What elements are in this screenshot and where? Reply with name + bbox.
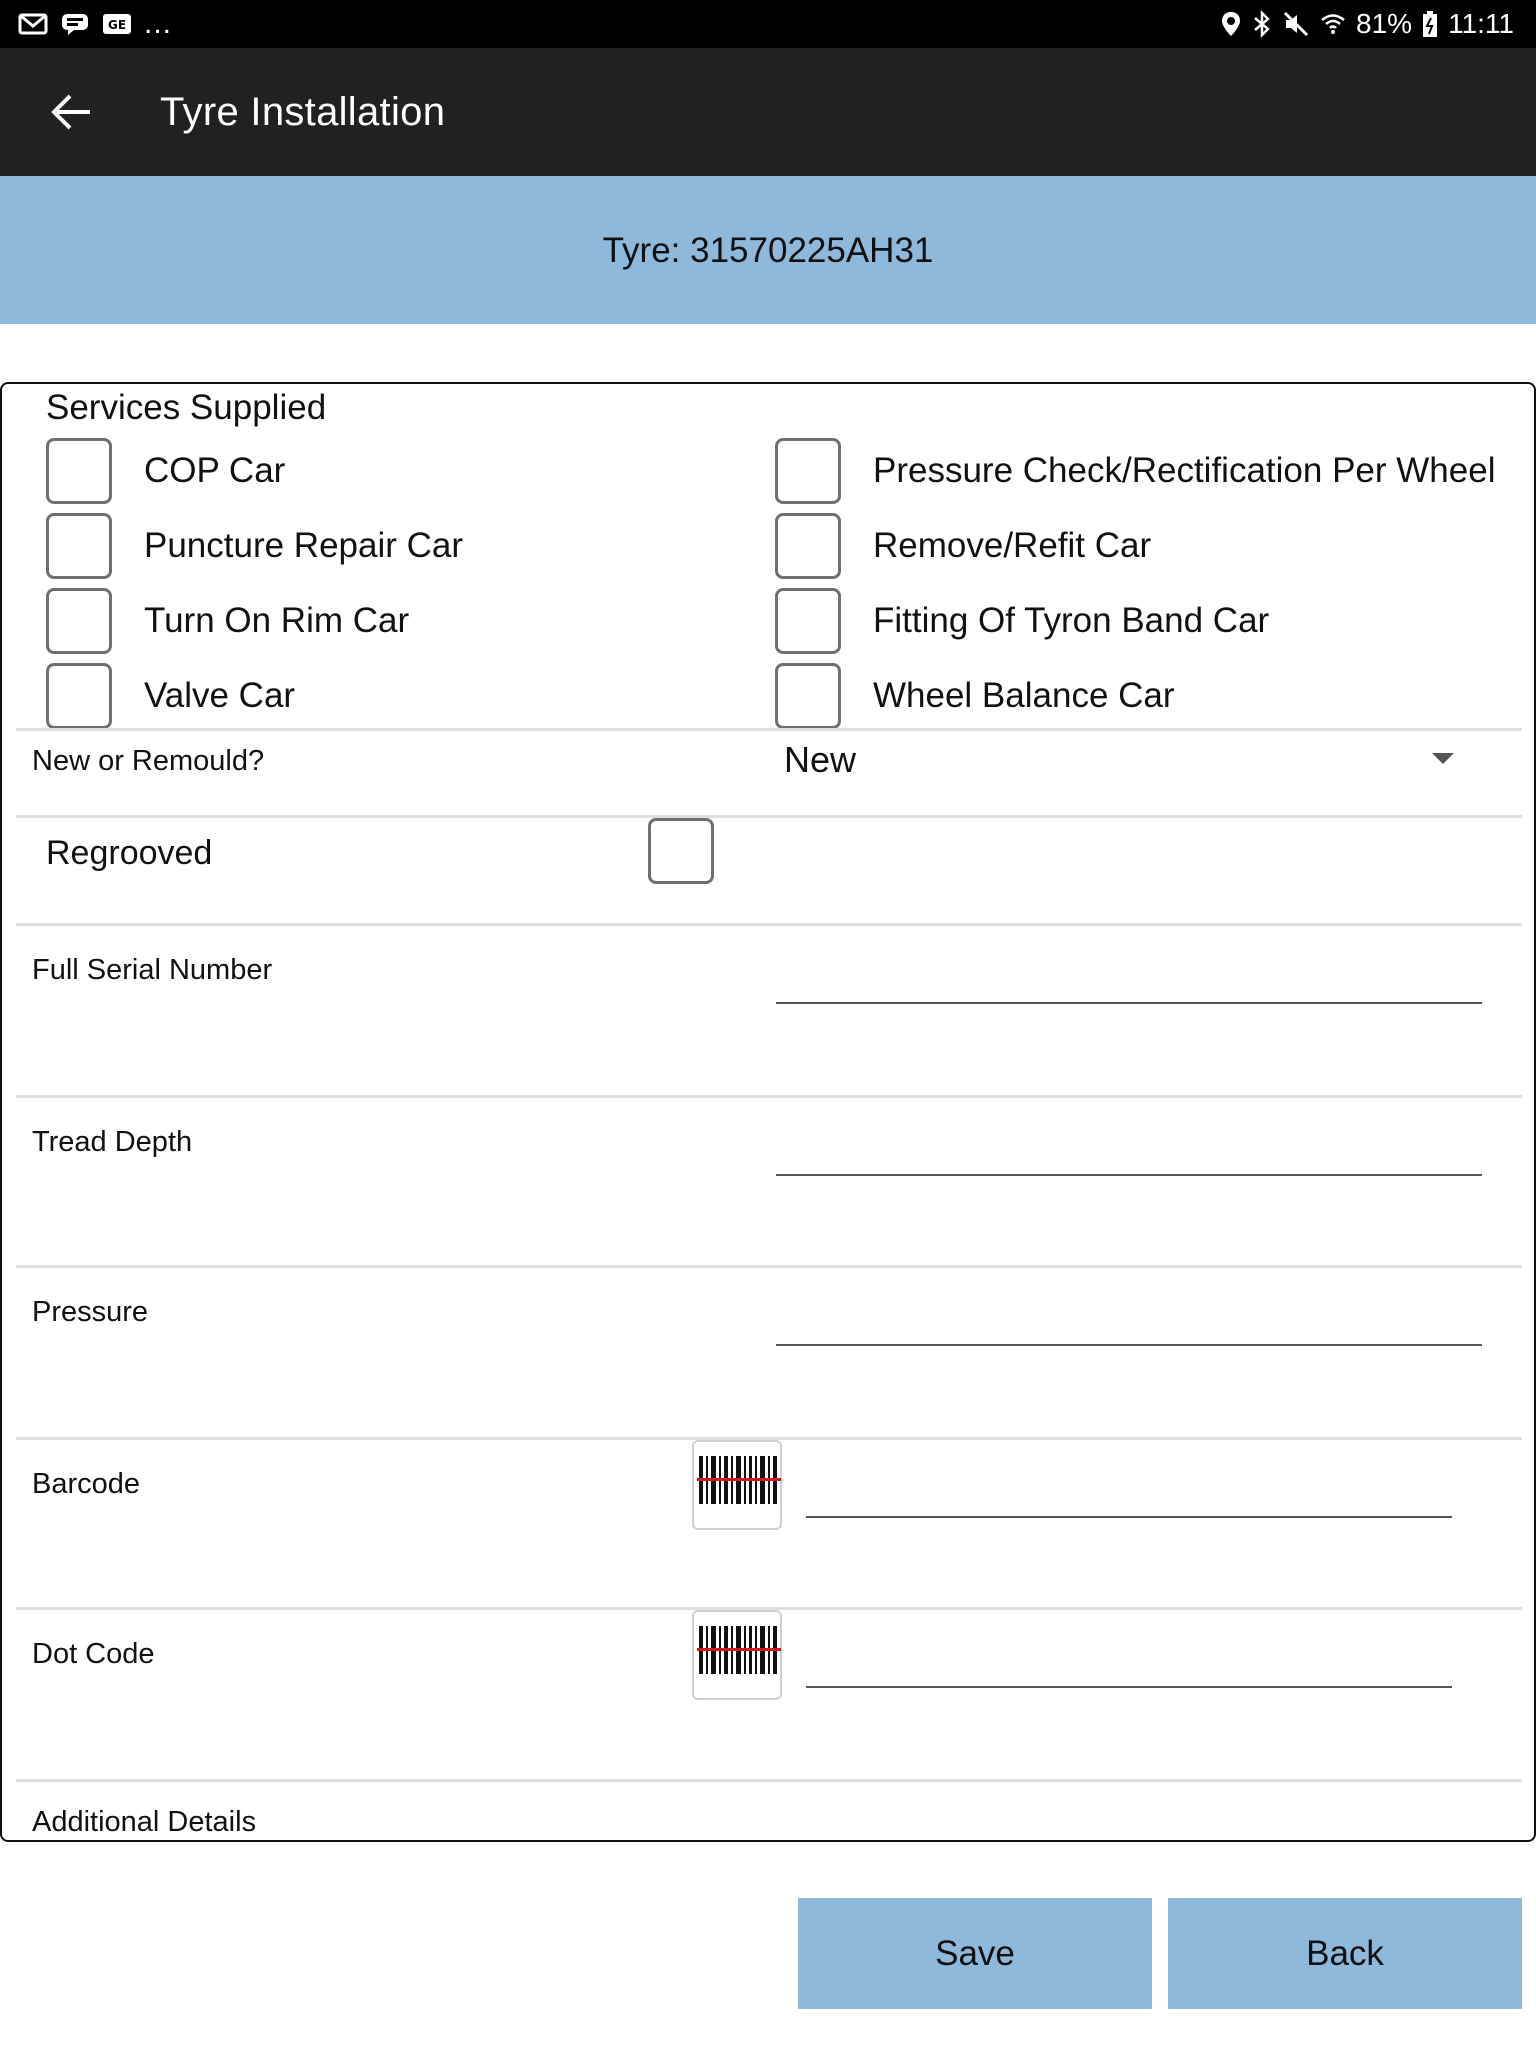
service-label: Puncture Repair Car [144,526,464,565]
new-or-remould-select[interactable] [776,731,1476,815]
service-puncture-repair-car-checkbox[interactable] [46,513,112,579]
more-notifications: ... [144,7,173,40]
new-or-remould-label: New or Remould? [32,745,265,777]
barcode-row [16,1440,1522,1610]
save-button[interactable]: Save [798,1898,1152,2009]
ge-icon [102,12,132,36]
service-remove-refit-car[interactable] [775,513,1151,579]
tread-depth-row [16,1098,1522,1268]
service-label: Remove/Refit Car [873,526,1152,565]
service-cop-car-checkbox[interactable] [46,438,112,504]
service-fitting-tyron-band-car-checkbox[interactable] [775,588,841,654]
service-label: Turn On Rim Car [144,601,410,640]
service-pressure-check-checkbox[interactable] [775,438,841,504]
pressure-input[interactable] [776,1306,1482,1346]
service-wheel-balance-car[interactable] [775,663,1175,729]
barcode-scan-button[interactable] [692,1440,782,1530]
barcode-scanner-icon [697,1452,781,1512]
location-icon [1220,10,1242,38]
app-bar [0,48,1536,176]
dropdown-caret-icon [1432,753,1454,764]
back-arrow-icon[interactable] [46,86,98,138]
pressure-row [16,1268,1522,1440]
regrooved-label: Regrooved [46,834,213,872]
wifi-icon [1320,11,1346,37]
serial-number-label: Full Serial Number [32,954,273,986]
barcode-label: Barcode [32,1468,141,1500]
notification-icons [18,8,172,40]
installation-form [0,382,1536,1842]
dot-code-input[interactable] [806,1648,1452,1688]
service-pressure-check[interactable] [775,438,1495,504]
dot-code-label: Dot Code [32,1638,155,1670]
service-remove-refit-car-checkbox[interactable] [775,513,841,579]
clock: 11:11 [1448,8,1514,39]
page-title: Tyre Installation [160,90,446,134]
new-or-remould-value: New [784,739,857,780]
battery-icon [1422,10,1438,38]
barcode-input[interactable] [806,1478,1452,1518]
tyre-header [0,176,1536,324]
serial-number-input[interactable] [776,964,1482,1004]
back-button[interactable]: Back [1168,1898,1522,2009]
service-puncture-repair-car[interactable] [46,513,463,579]
service-label: Fitting Of Tyron Band Car [873,601,1270,640]
additional-details-row [16,1782,1522,1842]
dot-code-row [16,1610,1522,1782]
gmail-icon [18,12,48,36]
battery-percent: 81% [1356,8,1413,39]
mute-icon [1282,10,1310,38]
additional-details-label: Additional Details [32,1806,257,1838]
regrooved-row [16,818,1522,926]
service-valve-car[interactable] [46,663,295,729]
status-bar [0,0,1536,48]
svg-text:GE: GE [107,18,127,32]
new-or-remould-row [16,728,1522,818]
services-title: Services Supplied [46,388,327,427]
service-turn-on-rim-car[interactable] [46,588,409,654]
barcode-scanner-icon [697,1622,781,1682]
service-wheel-balance-car-checkbox[interactable] [775,663,841,729]
tread-depth-label: Tread Depth [32,1126,193,1158]
regrooved-checkbox[interactable] [648,818,714,884]
service-cop-car[interactable] [46,438,285,504]
tyre-id-label: Tyre: 31570225AH31 [602,231,934,270]
system-icons [1220,6,1514,42]
service-fitting-tyron-band-car[interactable] [775,588,1269,654]
service-label: Wheel Balance Car [873,676,1175,715]
service-label: COP Car [144,451,286,490]
pressure-label: Pressure [32,1296,149,1328]
dot-code-scan-button[interactable] [692,1610,782,1700]
bluetooth-icon [1252,10,1272,38]
service-turn-on-rim-car-checkbox[interactable] [46,588,112,654]
chat-icon [60,12,90,36]
service-label: Pressure Check/Rectification Per Wheel [873,451,1496,490]
serial-number-row [16,926,1522,1098]
tread-depth-input[interactable] [776,1136,1482,1176]
service-label: Valve Car [144,676,296,715]
service-valve-car-checkbox[interactable] [46,663,112,729]
